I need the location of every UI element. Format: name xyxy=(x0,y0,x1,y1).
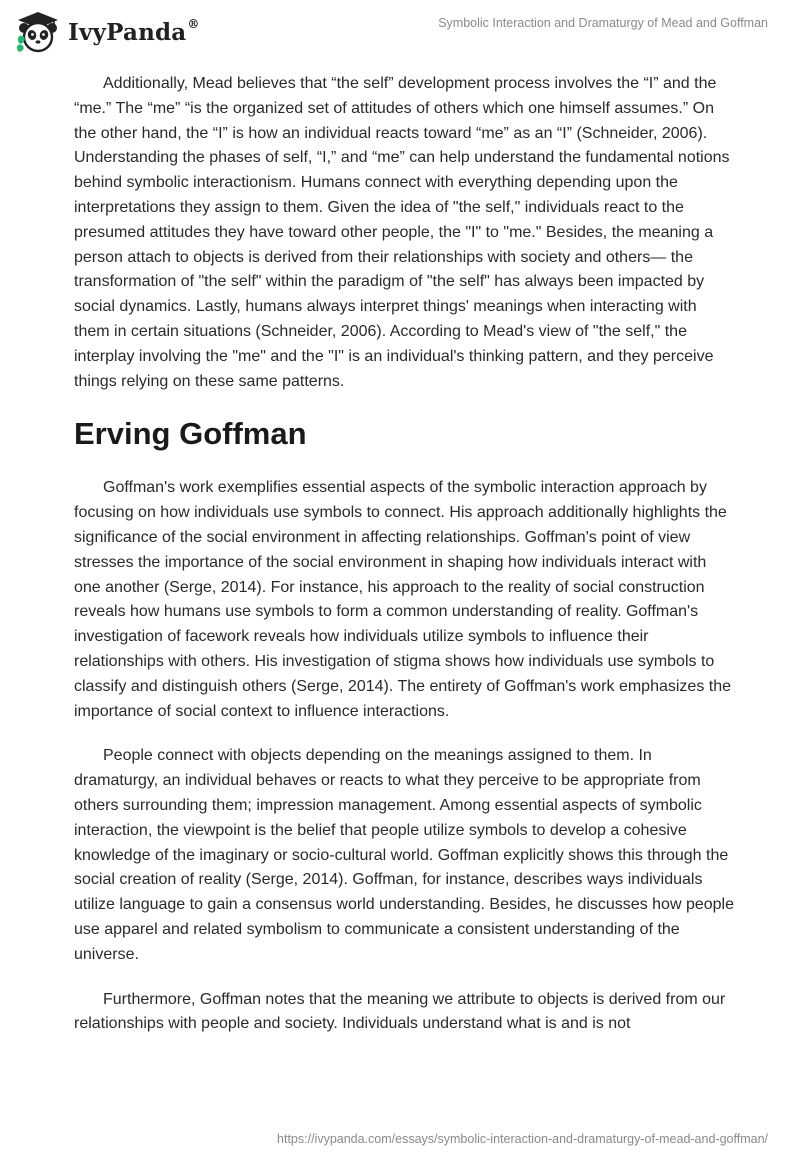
paragraph: People connect with objects depending on the meanings assigned to them. In dramaturgy, an individual behaves or reacts to what they perceive to be appropriate from others surrounding them; impression management. Among essential aspects of symbolic interaction, the viewpoint is the belief that people utilize symbols to develop a cohesive knowledge of the imaginary or socio-cultural world. Goffman explicitly shows this through the social creation of reality (Serge, 2014). Goffman, for instance, describes ways individuals utilize language to gain a consensus world understanding. Besides, he discusses how people use apparel and related symbolism to communicate a consistent understanding of the universe. xyxy=(74,747,734,963)
page-header xyxy=(0,0,800,60)
section-heading: Erving Goffman xyxy=(74,416,307,452)
document-title: Symbolic Interaction and Dramaturgy of Mead and Goffman xyxy=(438,16,768,30)
paragraph: Furthermore, Goffman notes that the meaning we attribute to objects is derived from our relationships with people and society. Individuals understand what is and is not xyxy=(74,990,726,1033)
brand-name: IvyPanda® xyxy=(68,16,200,46)
registered-mark: ® xyxy=(187,16,200,31)
source-url[interactable]: https://ivypanda.com/essays/symbolic-interaction-and-dramaturgy-of-mead-and-goffman/ xyxy=(277,1132,768,1146)
essay-content xyxy=(74,72,734,1057)
ivypanda-logo[interactable] xyxy=(14,10,200,54)
paragraph: Additionally, Mead believes that “the self” development process involves the “I” and the “me.” The “me” “is the organized set of attitudes of others which one himself assumes.” On the other hand, the “I” is how an individual reacts toward “me” as an “I” (Schneider, 2006). Understanding the phases of self, “I,” and “me” can help understand the fundamental notions behind symbolic interactionism. Humans connect with everything depending upon the interpretations they assign to them. Given the idea of "the self," individuals react to the presumed attitudes they have toward other people, the "I" to "me." Besides, the meaning a person attach to objects is derived from their relationships with society and others— the transformation of "the self" within the paradigm of "the self" has always been impacted by social dynamics. Lastly, humans always interpret things' meanings when interacting with them in certain situations (Schneider, 2006). According to Mead's view of "the self," the interplay involving the "me" and the "I" is an individual's thinking pattern, and they perceive things relying on these same patterns. xyxy=(74,75,730,390)
panda-graduate-icon xyxy=(14,10,62,54)
paragraph: Goffman's work exemplifies essential aspects of the symbolic interaction approach by focusing on how individuals use symbols to connect. His approach additionally highlights the significance of the social environment in affecting relationships. Goffman's point of view stresses the importance of the social environment in shaping how individuals interact with one another (Serge, 2014). For instance, his approach to the reality of social construction reveals how humans use symbols to form a common understanding of reality. Goffman's investigation of facework reveals how individuals utilize symbols to influence their relationships with others. His investigation of stigma shows how individuals use symbols to classify and distinguish others (Serge, 2014). The entirety of Goffman's work emphasizes the importance of social context to influence interactions. xyxy=(74,479,732,720)
